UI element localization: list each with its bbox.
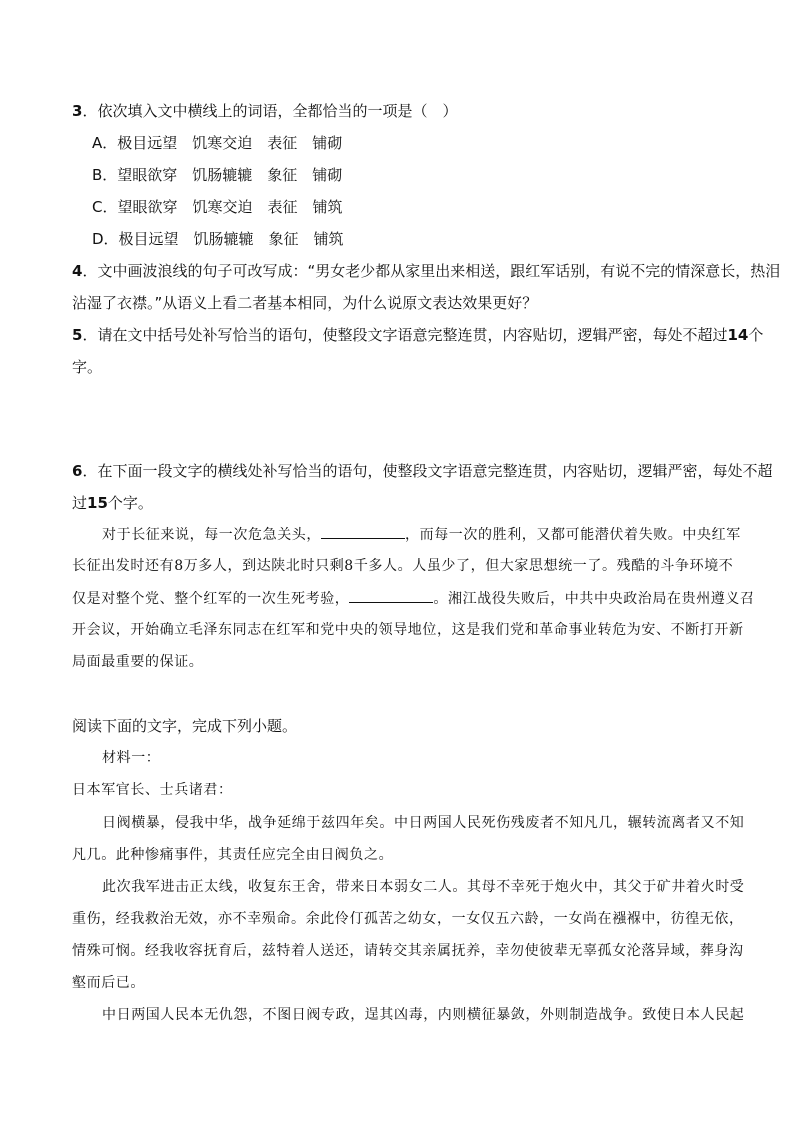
- material-label: 材料一：: [102, 750, 161, 766]
- letter-para-2-line-3: 情殊可悯。经我收容抚育后，兹特着人送还，请转交其亲属抚养，幸勿使彼辈无辜孤女沦落异域，葬身沟: [72, 943, 744, 959]
- question-3: [72, 101, 732, 121]
- question-6-text: ．在下面一段文字的横线处补写恰当的语句，使整段文字语意完整连贯，内容贴切，逻辑严密，每处不超: [82, 462, 773, 480]
- question-3-option-c: C．望眼欲穿 饥寒交迫 表征 铺筑: [92, 198, 343, 216]
- question-6-text-end: 个字。: [107, 494, 153, 512]
- question-4-number: 4: [72, 262, 83, 280]
- passage-line-5: 局面最重要的保证。: [72, 654, 204, 670]
- question-4-line-1: [72, 261, 781, 281]
- letter-para-3-line-1: 中日两国人民本无仇怨，不图日阀专政，逞其凶毒，内则横征暴敛，外则制造战争。致使日本人民起: [102, 1007, 745, 1023]
- question-3-option-a: A．极目远望 饥寒交迫 表征 铺砌: [92, 134, 343, 152]
- reading-intro: 阅读下面的文字，完成下列小题。: [72, 717, 298, 735]
- question-5-text-end: 个: [748, 326, 764, 344]
- passage-line-1: [102, 524, 762, 545]
- answer-blank-1[interactable]: [321, 524, 405, 539]
- question-6-number: 6: [72, 462, 83, 480]
- question-4-line-2: 沾湿了衣襟。”从语义上看二者基本相同，为什么说原文表达效果更好？: [72, 294, 538, 312]
- passage-line-3: [72, 588, 755, 609]
- letter-para-2-line-1: 此次我军进击正太线，收复东王舍，带来日本弱女二人。其母不幸死于炮火中，其父于矿井着火时受: [102, 879, 745, 895]
- question-3-number: 3: [72, 102, 83, 120]
- question-5-number: 5: [72, 326, 83, 344]
- question-6-text-start: 过: [72, 494, 88, 512]
- letter-para-2-line-2: 重伤，经我救治无效，亦不幸殒命。余此伶仃孤苦之幼女，一女仅五六龄，一女尚在襁褓中，彷徨无依，: [72, 911, 744, 927]
- letter-para-1-line-1: 日阀横暴，侵我中华，战争延绵于兹四年矣。中日两国人民死伤残废者不知凡几，辗转流离者又不知: [102, 815, 745, 831]
- passage-line-3-start: 仅是对整个党、整个红军的一次生死考验，: [72, 591, 350, 607]
- question-5-text: ．请在文中括号处补写恰当的语句，使整段文字语意完整连贯，内容贴切，逻辑严密，每处不超过: [82, 326, 728, 344]
- question-6-line-2: [72, 493, 732, 513]
- question-5-limit: 14: [727, 326, 749, 344]
- passage-line-3-end: 。湘江战役失败后，中共中央政治局在贵州遵义召: [433, 591, 755, 607]
- passage-line-4: 开会议，开始确立毛泽东同志在红军和党中央的领导地位，这是我们党和革命事业转危为安、不断打开新: [72, 622, 744, 638]
- question-6-limit: 15: [87, 494, 108, 512]
- question-5-line-1: [72, 325, 764, 345]
- letter-para-1-line-2: 凡几。此种惨痛事件，其责任应完全由日阀负之。: [72, 847, 394, 863]
- question-3-text: ．依次填入文中横线上的词语，全都恰当的一项是（ ）: [82, 102, 458, 120]
- passage-line-1-start: 对于长征来说，每一次危急关头，: [102, 527, 321, 543]
- letter-salutation: 日本军官长、士兵诸君：: [72, 782, 233, 798]
- letter-para-2-line-4: 壑而后已。: [72, 975, 145, 991]
- question-4-text: ．文中画波浪线的句子可改写成：“男女老少都从家里出来相送，跟红军话别，有说不完的情深意长，热泪: [82, 262, 781, 280]
- question-3-option-b: B．望眼欲穿 饥肠辘辘 象征 铺砌: [92, 166, 343, 184]
- answer-blank-2[interactable]: [349, 588, 433, 603]
- passage-line-1-end: ，而每一次的胜利，又都可能潜伏着失败。中央红军: [405, 527, 741, 543]
- question-6-line-1: [72, 461, 773, 481]
- passage-line-2: 长征出发时还有8万多人，到达陕北时只剩8千多人。人虽少了，但大家思想统一了。残酷的斗争环境不: [72, 558, 734, 574]
- question-3-option-d: D．极目远望 饥肠辘辘 象征 铺筑: [92, 230, 344, 248]
- question-5-line-2: 字。: [72, 358, 103, 376]
